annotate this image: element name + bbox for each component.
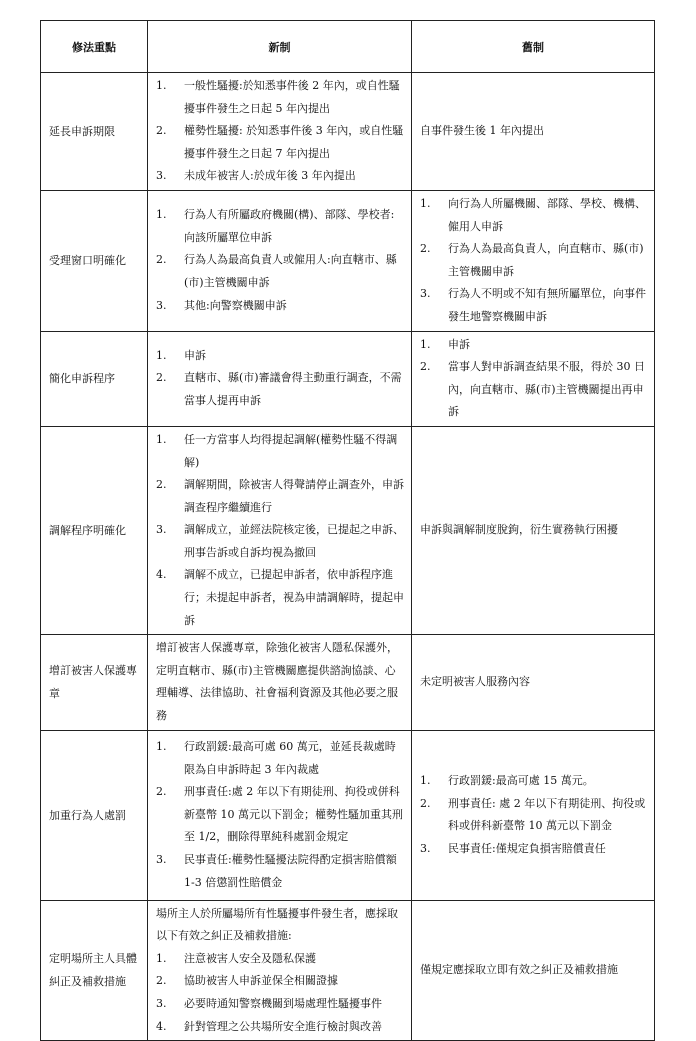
header-old-system: 舊制 [412, 21, 655, 73]
row-topic: 定明場所主人具體糾正及補救措施 [41, 900, 148, 1041]
row-topic: 受理窗口明確化 [41, 190, 148, 331]
table-row [41, 635, 655, 730]
table-row [41, 730, 655, 900]
table-row [41, 331, 655, 426]
list-item: 3. 民事責任:權勢性騷擾法院得酌定損害賠償額 1-3 倍懲罰性賠償金 [156, 853, 397, 889]
list-item: 2. 行為人為最高負責人，向直轄市、縣(市)主管機關申訴 [420, 242, 644, 278]
list-item: 3. 未成年被害人:於成年後 3 年內提出 [156, 169, 356, 183]
row-topic: 簡化申訴程序 [41, 331, 148, 426]
list-item: 3. 必要時通知警察機關到場處理性騷擾事件 [156, 997, 382, 1010]
new-system-cell [148, 73, 412, 191]
list-item: 1. 向行為人所屬機關、部隊、學校、機構、僱用人申訴 [420, 196, 646, 233]
list-item: 2. 調解期間，除被害人得聲請停止調查外，申訴調查程序繼續進行 [156, 478, 404, 514]
new-system-cell [148, 426, 412, 634]
list-item: 1. 注意被害人安全及隱私保護 [156, 951, 316, 965]
list-item: 2. 協助被害人申訴並保全相關證據 [156, 974, 338, 988]
list-item: 1. 行為人有所屬政府機關(構)、部隊、學校者:向該所屬單位申訴 [156, 208, 395, 244]
list-item: 3. 調解成立，並經法院核定後，已提起之申訴、刑事告訴或自訴均視為撤回 [156, 523, 404, 559]
list-item: 1. 一般性騷擾:於知悉事件後 2 年內，或自性騷擾事件發生之日起 5 年內提出 [156, 79, 400, 115]
old-system-cell [412, 426, 655, 634]
cell-text: 增訂被害人保護專章，除強化被害人隱私保護外，定明直轄市、縣(市)主管機關應提供諮詢協談、心理輔導、法律協助、社會福利資源及其他必要之服務 [156, 641, 398, 723]
new-system-cell [148, 331, 412, 426]
old-system-cell [412, 190, 655, 331]
cell-text: 未定明被害人服務內容 [420, 675, 530, 689]
table-header-row [41, 21, 655, 73]
numbered-list [156, 204, 405, 317]
numbered-list [156, 736, 405, 894]
numbered-list [420, 334, 648, 424]
numbered-list [420, 770, 648, 860]
list-item: 1. 行政罰鍰:最高可處 60 萬元，並延長裁處時限為自申訴時起 3 年內裁處 [156, 740, 396, 776]
new-system-cell [148, 900, 412, 1041]
list-item: 1. 行政罰鍰:最高可處 15 萬元。 [420, 773, 594, 787]
numbered-list [156, 345, 405, 413]
old-system-cell [412, 730, 655, 900]
list-item: 2. 直轄市、縣(市)審議會得主動重行調查，不需當事人提再申訴 [156, 371, 402, 408]
list-item: 3. 其他:向警察機關申訴 [156, 298, 287, 312]
old-system-cell [412, 635, 655, 730]
list-item: 4. 針對管理之公共場所安全進行檢討與改善 [156, 1019, 382, 1033]
list-item: 1. 申訴 [156, 348, 206, 362]
new-system-cell [148, 190, 412, 331]
law-amendment-table [40, 20, 655, 1041]
table-row [41, 73, 655, 191]
old-system-cell [412, 73, 655, 191]
old-system-cell [412, 331, 655, 426]
list-item: 1. 申訴 [420, 337, 470, 351]
table-row [41, 426, 655, 634]
cell-text: 自事件發生後 1 年內提出 [420, 124, 544, 138]
old-system-cell [412, 900, 655, 1041]
numbered-list [156, 429, 405, 632]
list-item: 3. 行為人不明或不知有無所屬單位，向事件發生地警察機關申訴 [420, 287, 646, 323]
list-item: 4. 調解不成立，已提起申訴者，依申訴程序進行；未提起申訴者，視為申請調解時，提起申訴 [156, 568, 404, 627]
cell-text: 申訴與調解制度脫鉤，衍生實務執行困擾 [420, 523, 618, 537]
list-item: 2. 刑事責任:處 2 年以下有期徒刑、拘役或併科新臺幣 10 萬元以下罰金；權勢性騷加重其刑至 1/2，刪除得單純科處罰金規定 [156, 785, 403, 844]
header-topic: 修法重點 [41, 21, 148, 73]
list-item: 2. 權勢性騷擾: 於知悉事件後 3 年內，或自性騷擾事件發生之日起 7 年內提出 [156, 124, 404, 160]
list-item: 1. 任一方當事人均得提起調解(權勢性騷不得調解) [156, 432, 398, 469]
row-topic: 增訂被害人保護專章 [41, 635, 148, 730]
new-system-cell [148, 730, 412, 900]
list-item: 3. 民事責任:僅規定負損害賠償責任 [420, 841, 606, 855]
list-item: 2. 行為人為最高負責人或僱用人:向直轄市、縣(市)主管機關申訴 [156, 253, 397, 290]
row-topic: 調解程序明確化 [41, 426, 148, 634]
row-topic: 延長申訴期限 [41, 73, 148, 191]
cell-intro: 場所主人於所屬場所有性騷擾事件發生者，應採取以下有效之糾正及補救措施: [156, 906, 398, 943]
header-new-system: 新制 [148, 21, 412, 73]
numbered-list [156, 75, 405, 188]
cell-text: 僅規定應採取立即有效之糾正及補救措施 [420, 963, 618, 977]
list-item: 2. 刑事責任: 處 2 年以下有期徒刑、拘役或科或併科新臺幣 10 萬元以下罰金 [420, 796, 646, 833]
list-item: 2. 當事人對申訴調查結果不服，得於 30 日內，向直轄市、縣(市)主管機關提出再申訴 [420, 360, 645, 419]
new-system-cell [148, 635, 412, 730]
table-row [41, 900, 655, 1041]
table-row [41, 190, 655, 331]
numbered-list [420, 193, 648, 329]
row-topic: 加重行為人處罰 [41, 730, 148, 900]
numbered-list [156, 948, 405, 1038]
